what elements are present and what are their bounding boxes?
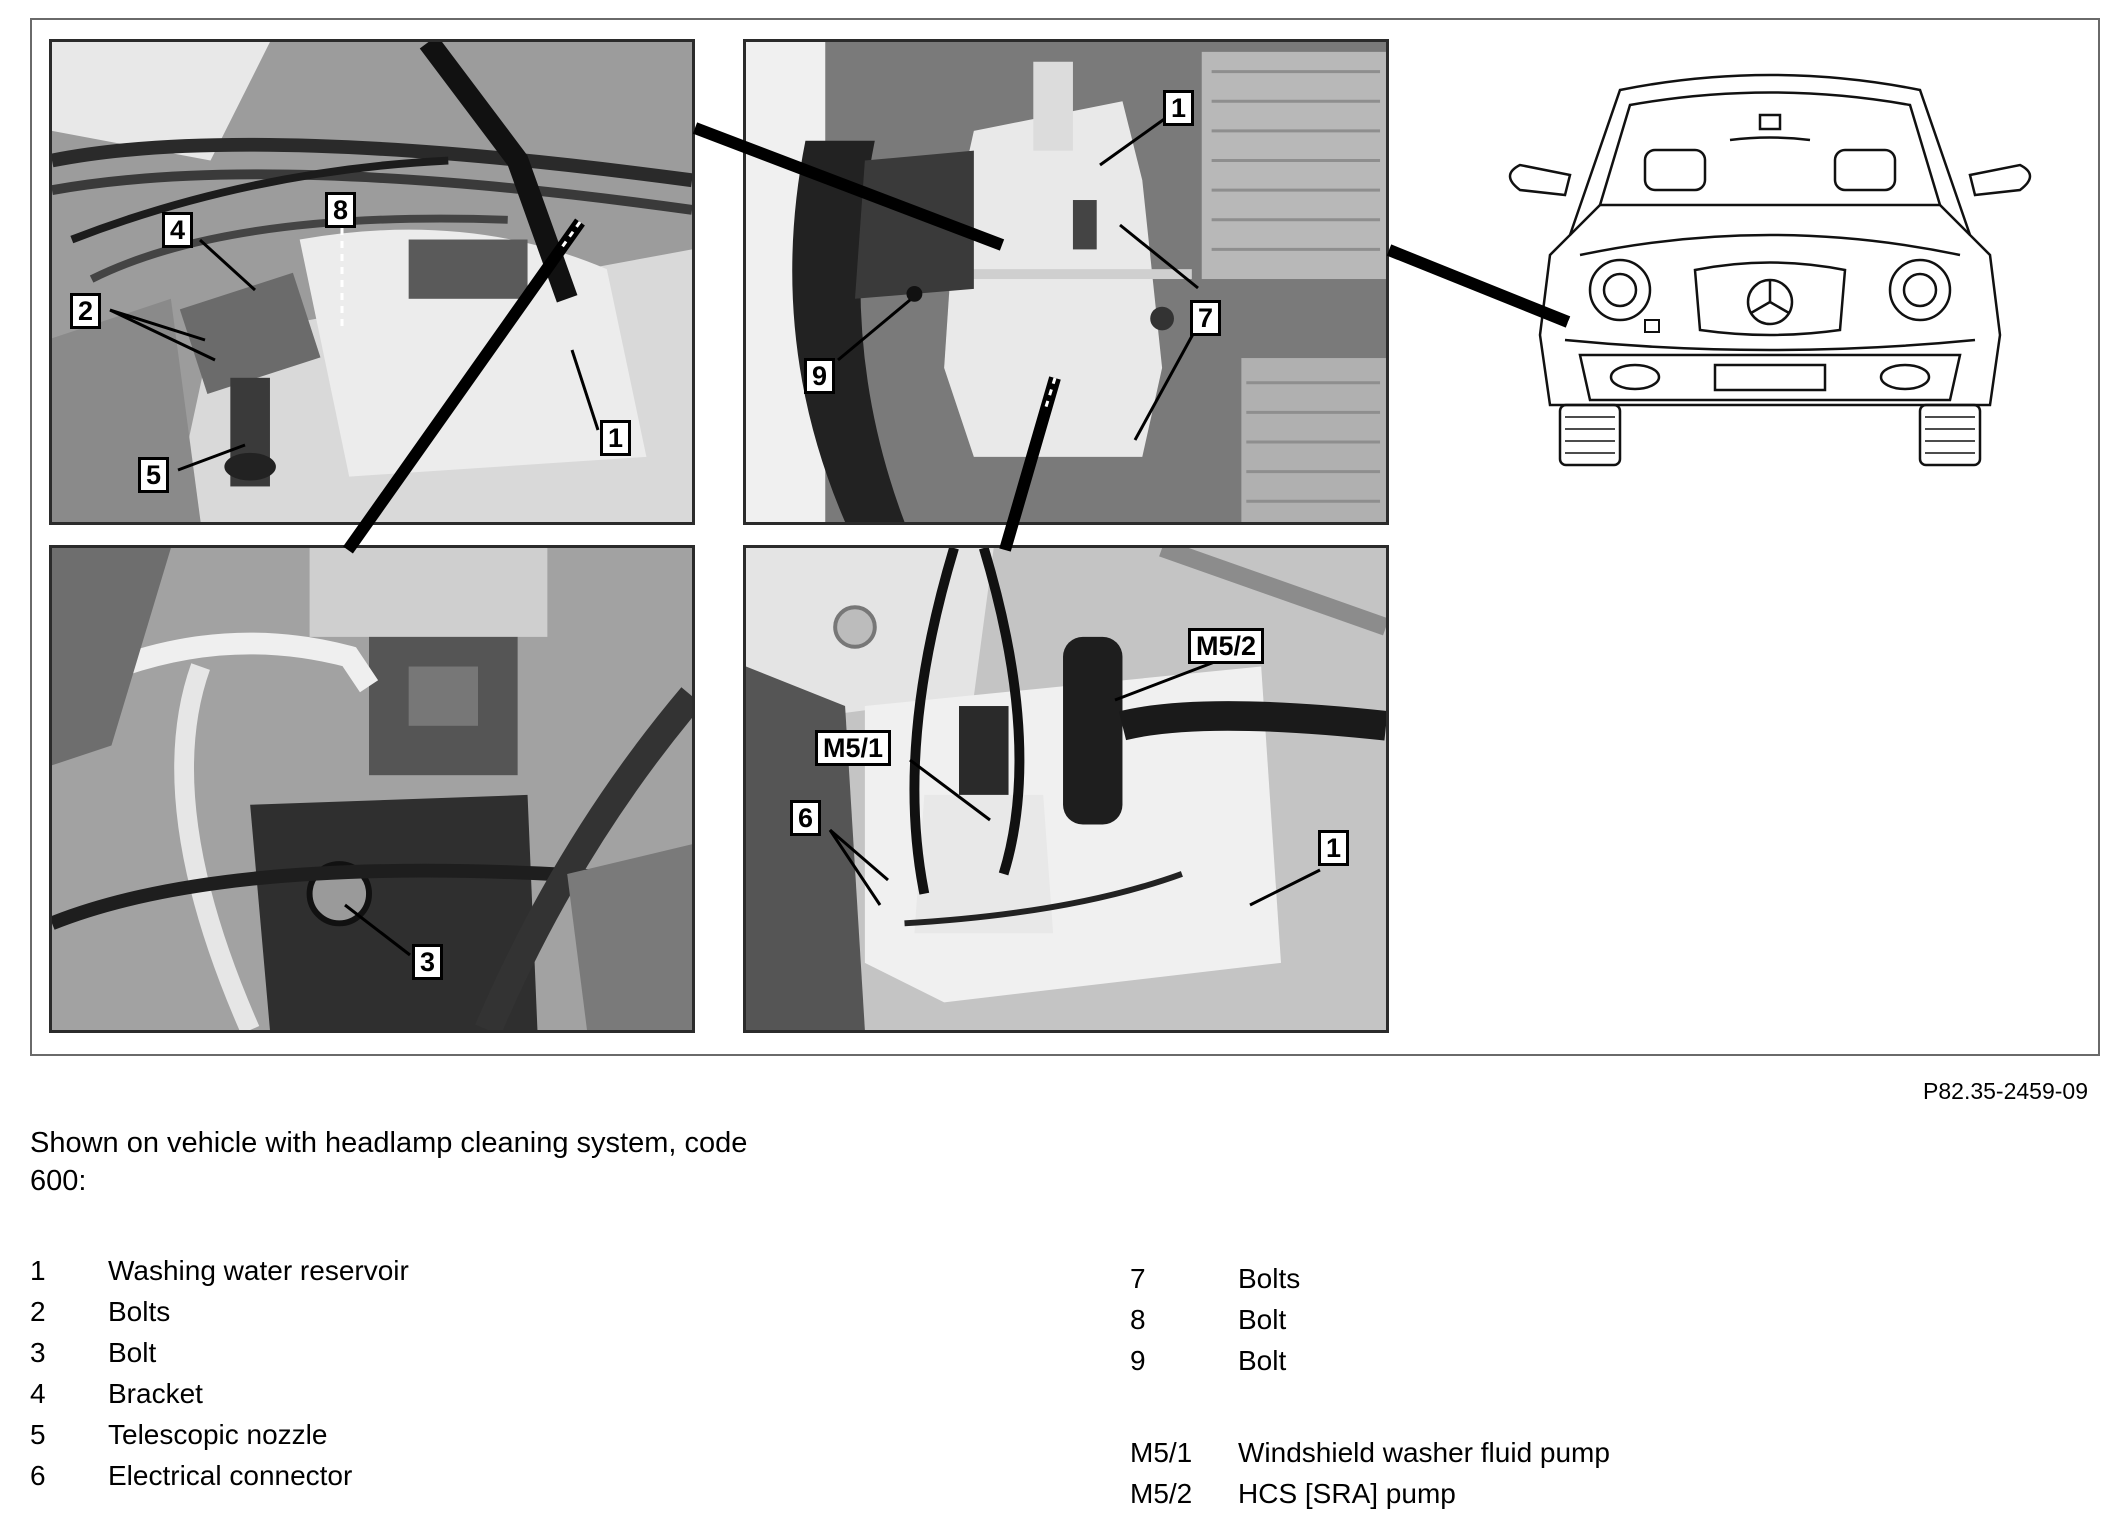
legend-text: Electrical connector: [108, 1460, 353, 1491]
callout-1-photo2: 1: [1163, 90, 1194, 126]
photo-nozzle-bracket: [49, 39, 695, 525]
photo-pumps: [743, 545, 1389, 1033]
legend-number: 7: [1130, 1263, 1146, 1294]
callout-1-photo1: 1: [600, 420, 631, 456]
legend-number: 6: [30, 1460, 46, 1491]
legend-text: HCS [SRA] pump: [1238, 1478, 1456, 1509]
legend-number: 3: [30, 1337, 46, 1368]
legend-item: [30, 1291, 409, 1332]
photo-bolt-3: [49, 545, 695, 1033]
legend-text: Telescopic nozzle: [108, 1419, 328, 1450]
legend-text: Washing water reservoir: [108, 1255, 409, 1286]
legend-item: [30, 1455, 409, 1496]
legend-left: [30, 1250, 409, 1496]
legend-right-parts: [1130, 1258, 1300, 1381]
callout-9: 9: [804, 358, 835, 394]
vehicle-front-view: [1470, 55, 2070, 505]
legend-number: 9: [1130, 1345, 1146, 1376]
legend-text: Bolt: [1238, 1304, 1287, 1335]
legend-text: Bracket: [108, 1378, 203, 1409]
legend-number: 1: [30, 1255, 46, 1286]
callout-m5-1: M5/1: [815, 730, 891, 766]
legend-number: M5/1: [1130, 1437, 1193, 1468]
legend-number: 2: [30, 1296, 46, 1327]
callout-7: 7: [1190, 300, 1221, 336]
legend-number: 5: [30, 1419, 46, 1450]
callout-5: 5: [138, 457, 169, 493]
figure-reference: P82.35-2459-09: [1923, 1078, 2088, 1104]
legend-text: Windshield washer fluid pump: [1238, 1437, 1610, 1468]
legend-text: Bolt: [1238, 1345, 1287, 1376]
legend-text: Bolt: [108, 1337, 157, 1368]
legend-item: [30, 1414, 409, 1455]
legend-item: [30, 1373, 409, 1414]
legend-item: [30, 1250, 409, 1291]
callout-8: 8: [325, 192, 356, 228]
legend-number: M5/2: [1130, 1478, 1193, 1509]
legend-number: 8: [1130, 1304, 1146, 1335]
legend-text: Bolts: [1238, 1263, 1301, 1294]
legend-text: Bolts: [108, 1296, 171, 1327]
legend-item: [1130, 1258, 1300, 1299]
callout-4: 4: [162, 212, 193, 248]
legend-item: [1130, 1299, 1300, 1340]
callout-m5-2: M5/2: [1188, 628, 1264, 664]
legend-number: 4: [30, 1378, 46, 1409]
photo-reservoir-front: [743, 39, 1389, 525]
legend-item: [1130, 1340, 1300, 1381]
legend-item: [1130, 1432, 1610, 1473]
callout-6: 6: [790, 800, 821, 836]
legend-right-pumps: [1130, 1432, 1610, 1514]
legend-item: [30, 1332, 409, 1373]
legend-item: [1130, 1473, 1610, 1514]
callout-3: 3: [412, 944, 443, 980]
figure-caption: Shown on vehicle with headlamp cleaning system, code 600:: [30, 1127, 748, 1197]
callout-2: 2: [70, 293, 101, 329]
callout-1-photo4: 1: [1318, 830, 1349, 866]
